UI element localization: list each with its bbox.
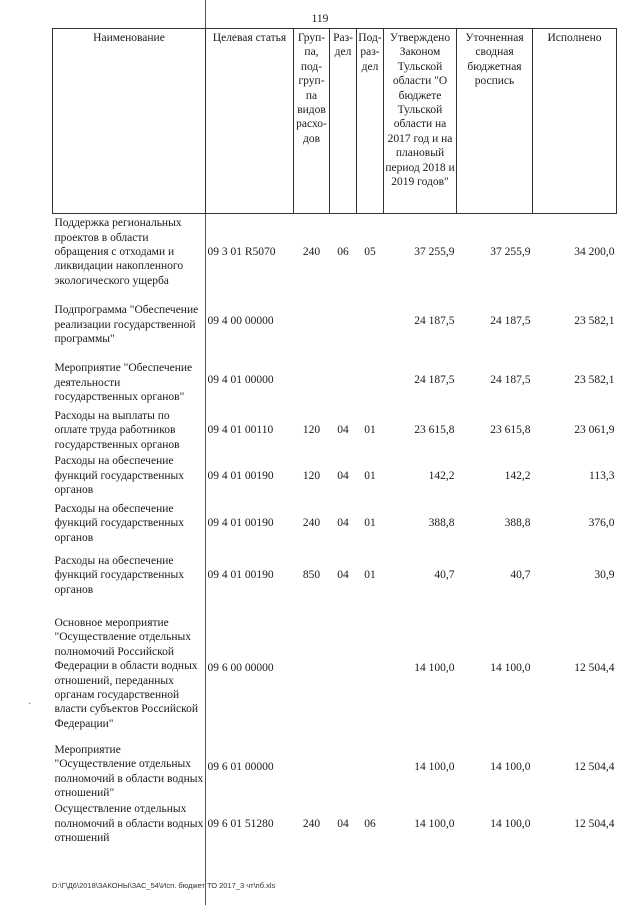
- row-group: 850: [302, 569, 321, 582]
- row-target-code: 09 6 00 00000: [207, 662, 274, 675]
- row-approved: 24 187,5: [414, 314, 455, 327]
- row-executed: 30,9: [594, 569, 615, 582]
- table-row: [53, 500, 617, 548]
- row-approved: 14 100,0: [414, 817, 455, 830]
- row-section: 04: [337, 569, 349, 582]
- row-refined: 14 100,0: [490, 662, 531, 675]
- row-approved: 14 100,0: [414, 662, 455, 675]
- row-target-code: 09 6 01 51280: [207, 817, 274, 830]
- row-executed: 34 200,0: [574, 246, 615, 259]
- row-name: Расходы на обеспечение функций государственных органов: [54, 455, 185, 497]
- scan-artifact: ·: [28, 699, 32, 710]
- row-section: 04: [337, 817, 349, 830]
- row-target-code: 09 6 01 00000: [207, 761, 274, 774]
- row-refined: 24 187,5: [490, 314, 531, 327]
- budget-table: [52, 28, 617, 847]
- row-approved: 14 100,0: [414, 761, 455, 774]
- row-refined: 23 615,8: [490, 424, 531, 437]
- row-subsection: 06: [364, 817, 376, 830]
- row-refined: 14 100,0: [490, 817, 531, 830]
- row-target-code: 09 4 00 00000: [207, 314, 274, 327]
- row-section: 04: [337, 517, 349, 530]
- table-row: [53, 453, 617, 500]
- row-executed: 23 582,1: [574, 314, 615, 327]
- row-group: 240: [302, 817, 321, 830]
- row-group: [294, 734, 330, 802]
- row-section: 04: [337, 469, 349, 482]
- row-subsection: [357, 291, 384, 352]
- row-target-code: 09 4 01 00190: [207, 569, 274, 582]
- file-path-footer: D:\Г\Д6\2018\ЗАКОНЫ\ЗАС_54\Исп. бюджет ТО 2017_3 чт\пб.xls: [52, 881, 276, 890]
- row-subsection: 01: [364, 569, 376, 582]
- row-target-code: 09 3 01 R5070: [207, 246, 276, 259]
- table-row: [53, 214, 617, 291]
- row-subsection: [357, 352, 384, 409]
- row-group: 240: [302, 246, 321, 259]
- row-name: Подпрограмма "Обеспечение реализации государственной программы": [54, 304, 199, 346]
- row-approved: 37 255,9: [414, 246, 455, 259]
- row-approved: 388,8: [428, 517, 455, 530]
- row-subsection: [357, 734, 384, 802]
- row-group: [294, 604, 330, 734]
- table-row: [53, 291, 617, 352]
- row-group: 120: [302, 469, 321, 482]
- row-subsection: 01: [364, 469, 376, 482]
- row-name: Осуществление отдельных полномочий в области водных отношений: [54, 803, 204, 845]
- header-subsection: Под-раз-дел: [357, 29, 384, 214]
- row-group: [294, 291, 330, 352]
- row-refined: 37 255,9: [490, 246, 531, 259]
- row-target-code: 09 4 01 00190: [207, 517, 274, 530]
- page-number: 119: [311, 13, 329, 25]
- row-target-code: 09 4 01 00110: [207, 424, 274, 437]
- row-section: [330, 604, 357, 734]
- row-name: Расходы на обеспечение функций государственных органов: [54, 554, 185, 596]
- row-refined: 24 187,5: [490, 373, 531, 386]
- header-expense-group: Груп-па, под-груп-па видов расхо-дов: [294, 29, 330, 214]
- row-subsection: 01: [364, 517, 376, 530]
- table-row: [53, 802, 617, 847]
- row-section: 04: [337, 424, 349, 437]
- row-group: [294, 352, 330, 409]
- row-approved: 24 187,5: [414, 373, 455, 386]
- row-executed: 12 504,4: [574, 662, 615, 675]
- row-executed: 23 582,1: [574, 373, 615, 386]
- row-subsection: 05: [364, 246, 376, 259]
- row-subsection: [357, 604, 384, 734]
- row-name: Расходы на выплаты по оплате труда работников государственных органов: [54, 409, 180, 451]
- row-approved: 23 615,8: [414, 424, 455, 437]
- row-name: Мероприятие "Осуществление отдельных полномочий в области водных отношений": [54, 743, 204, 799]
- row-name: Основное мероприятие "Осуществление отдельных полномочий Российской Федерации в области водных отношений, переданных органам государственной власти субъектов Российской Федерации": [54, 616, 198, 730]
- row-name: Мероприятие "Обеспечение деятельности государственных органов": [54, 362, 193, 404]
- row-group: 240: [302, 517, 321, 530]
- row-name: Расходы на обеспечение функций государственных органов: [54, 502, 185, 544]
- header-name: Наименование: [53, 29, 206, 214]
- row-section: [330, 352, 357, 409]
- row-subsection: 01: [364, 424, 376, 437]
- row-group: 120: [302, 424, 321, 437]
- row-section: [330, 734, 357, 802]
- row-executed: 12 504,4: [574, 761, 615, 774]
- row-refined: 142,2: [504, 469, 531, 482]
- row-name: Поддержка региональных проектов в области обращения с отходами и ликвидации накопленного экологического ущерба: [54, 217, 184, 287]
- table-row: [53, 409, 617, 453]
- table-row: [53, 734, 617, 802]
- row-approved: 142,2: [428, 469, 455, 482]
- header-approved: Утверждено Законом Тульской области "О бюджете Тульской области на 2017 год и на плановый период 2018 и 2019 годов": [384, 29, 457, 214]
- table-row: [53, 352, 617, 409]
- row-refined: 40,7: [510, 569, 531, 582]
- row-refined: 14 100,0: [490, 761, 531, 774]
- row-approved: 40,7: [434, 569, 455, 582]
- row-executed: 23 061,9: [574, 424, 615, 437]
- row-executed: 113,3: [589, 469, 615, 482]
- header-target-article: Целевая статья: [206, 29, 294, 214]
- table-row: [53, 604, 617, 734]
- row-executed: 12 504,4: [574, 817, 615, 830]
- row-section: [330, 291, 357, 352]
- row-refined: 388,8: [504, 517, 531, 530]
- row-target-code: 09 4 01 00190: [207, 469, 274, 482]
- table-header-row: [53, 29, 617, 214]
- row-executed: 376,0: [588, 517, 615, 530]
- header-section: Раз-дел: [330, 29, 357, 214]
- row-section: 06: [337, 246, 349, 259]
- row-target-code: 09 4 01 00000: [207, 373, 274, 386]
- header-executed: Исполнено: [533, 29, 617, 214]
- header-refined: Уточненная сводная бюджетная роспись: [457, 29, 533, 214]
- table-row: [53, 548, 617, 604]
